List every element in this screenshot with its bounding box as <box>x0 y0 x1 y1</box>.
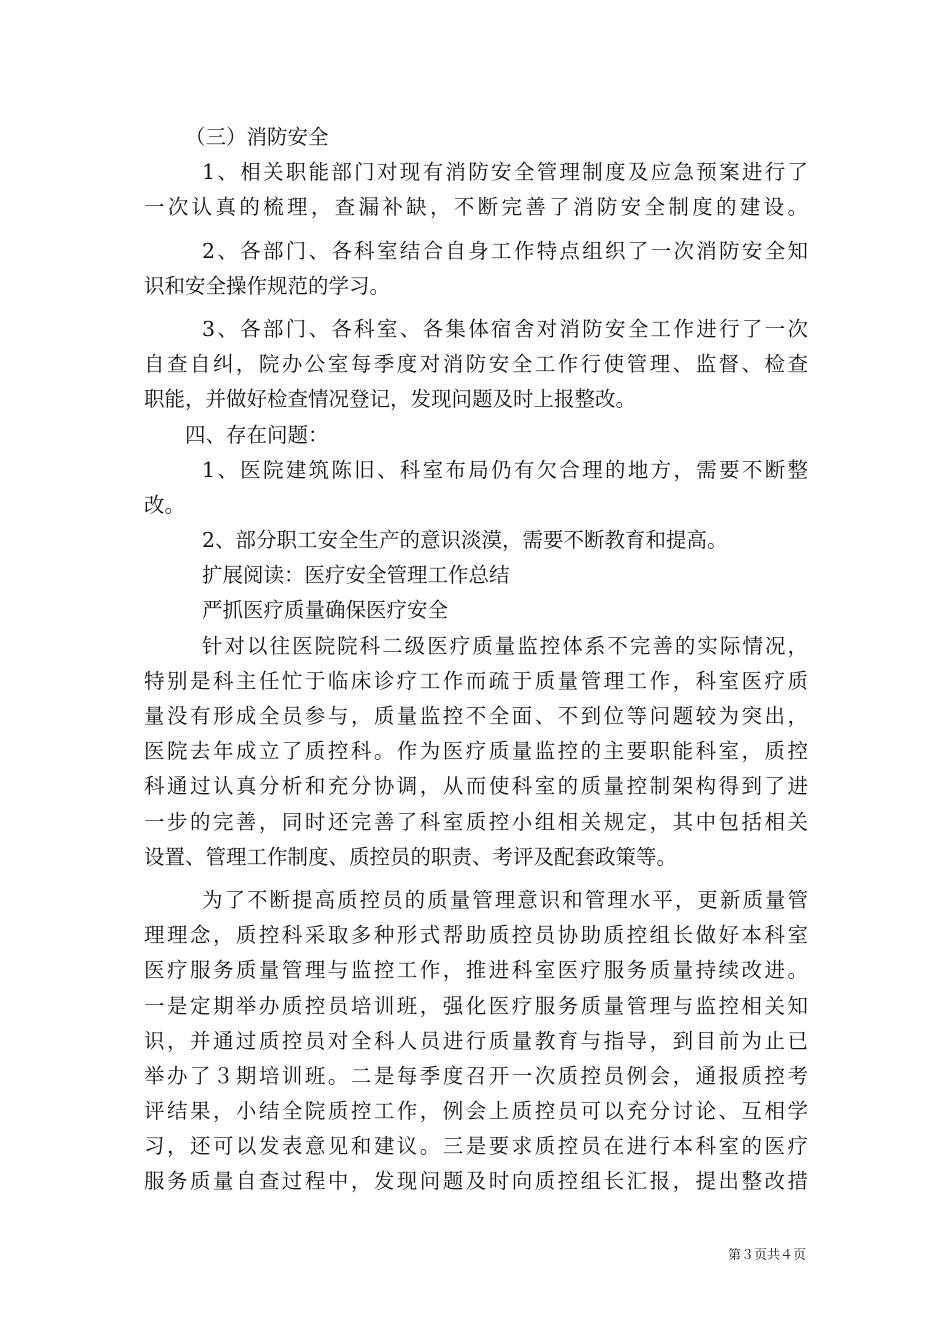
document-body <box>144 120 808 1200</box>
paragraph-line: 改。 <box>144 492 185 517</box>
paragraph-line: 特别是科主任忙于临床诊疗工作而疏于质量管理工作，科室医疗质 <box>144 668 808 693</box>
paragraph-line: 一是定期举办质控员培训班，强化医疗服务质量管理与监控相关知 <box>144 993 808 1018</box>
paragraph-line: 习，还可以发表意见和建议。三是要求质控员在进行本科室的医疗 <box>144 1134 808 1159</box>
paragraph-line: 一步的完善，同时还完善了科室质控小组相关规定，其中包括相关 <box>144 809 808 834</box>
paragraph-line: 职能，并做好检查情况登记，发现问题及时上报整改。 <box>144 387 636 412</box>
paragraph-line: 服务质量自查过程中，发现问题及时向质控组长汇报，提出整改措 <box>144 1169 808 1194</box>
paragraph-line: 3、各部门、各科室、各集体宿舍对消防安全工作进行了一次 <box>202 316 808 341</box>
paragraph-line: 科通过认真分析和充分协调，从而使科室的质量控制架构得到了进 <box>144 774 808 799</box>
paragraph-line: 评结果，小结全院质控工作，例会上质控员可以充分讨论、互相学 <box>144 1099 808 1124</box>
paragraph-line: 1、医院建筑陈旧、科室布局仍有欠合理的地方，需要不断整 <box>202 457 808 482</box>
extended-reading-heading: 扩展阅读：医疗安全管理工作总结 <box>202 563 510 588</box>
paragraph-line: 识，并通过质控员对全科人员进行质量教育与指导，到目前为止已 <box>144 1028 808 1053</box>
paragraph-line: 理理念，质控科采取多种形式帮助质控员协助质控组长做好本科室 <box>144 923 808 948</box>
article-title: 严抓医疗质量确保医疗安全 <box>202 598 448 623</box>
paragraph-line: 设置、管理工作制度、质控员的职责、考评及配套政策等。 <box>144 844 677 869</box>
paragraph-line: 2、部分职工安全生产的意识淡漠，需要不断教育和提高。 <box>202 528 728 553</box>
page-number: 第３页共４页 <box>727 1248 806 1263</box>
paragraph-line: 医院去年成立了质控科。作为医疗质量监控的主要职能科室，质控 <box>144 739 808 764</box>
paragraph-line: 量没有形成全员参与，质量监控不全面、不到位等问题较为突出， <box>144 704 808 728</box>
paragraph-line: 针对以往医院院科二级医疗质量监控体系不完善的实际情况， <box>202 633 808 658</box>
paragraph-line: 举办了３期培训班。二是每季度召开一次质控员例会，通报质控考 <box>144 1063 808 1088</box>
paragraph-line: 为了不断提高质控员的质量管理意识和管理水平，更新质量管 <box>202 887 808 912</box>
paragraph-line: 医疗服务质量管理与监控工作，推进科室医疗服务质量持续改进。 <box>144 958 808 983</box>
paragraph-line: 自查自纠，院办公室每季度对消防安全工作行使管理、监督、检查 <box>144 352 808 377</box>
paragraph-line: 识和安全操作规范的学习。 <box>144 273 390 298</box>
section-heading-fire-safety: （三）消防安全 <box>185 125 329 149</box>
section-heading-issues: 四、存在问题： <box>185 422 329 447</box>
paragraph-line: 一次认真的梳理，查漏补缺，不断完善了消防安全制度的建设。 <box>144 195 808 220</box>
paragraph-line: 1、相关职能部门对现有消防安全管理制度及应急预案进行了 <box>202 160 808 185</box>
paragraph-line: 2、各部门、各科室结合自身工作特点组织了一次消防安全知 <box>202 238 808 263</box>
